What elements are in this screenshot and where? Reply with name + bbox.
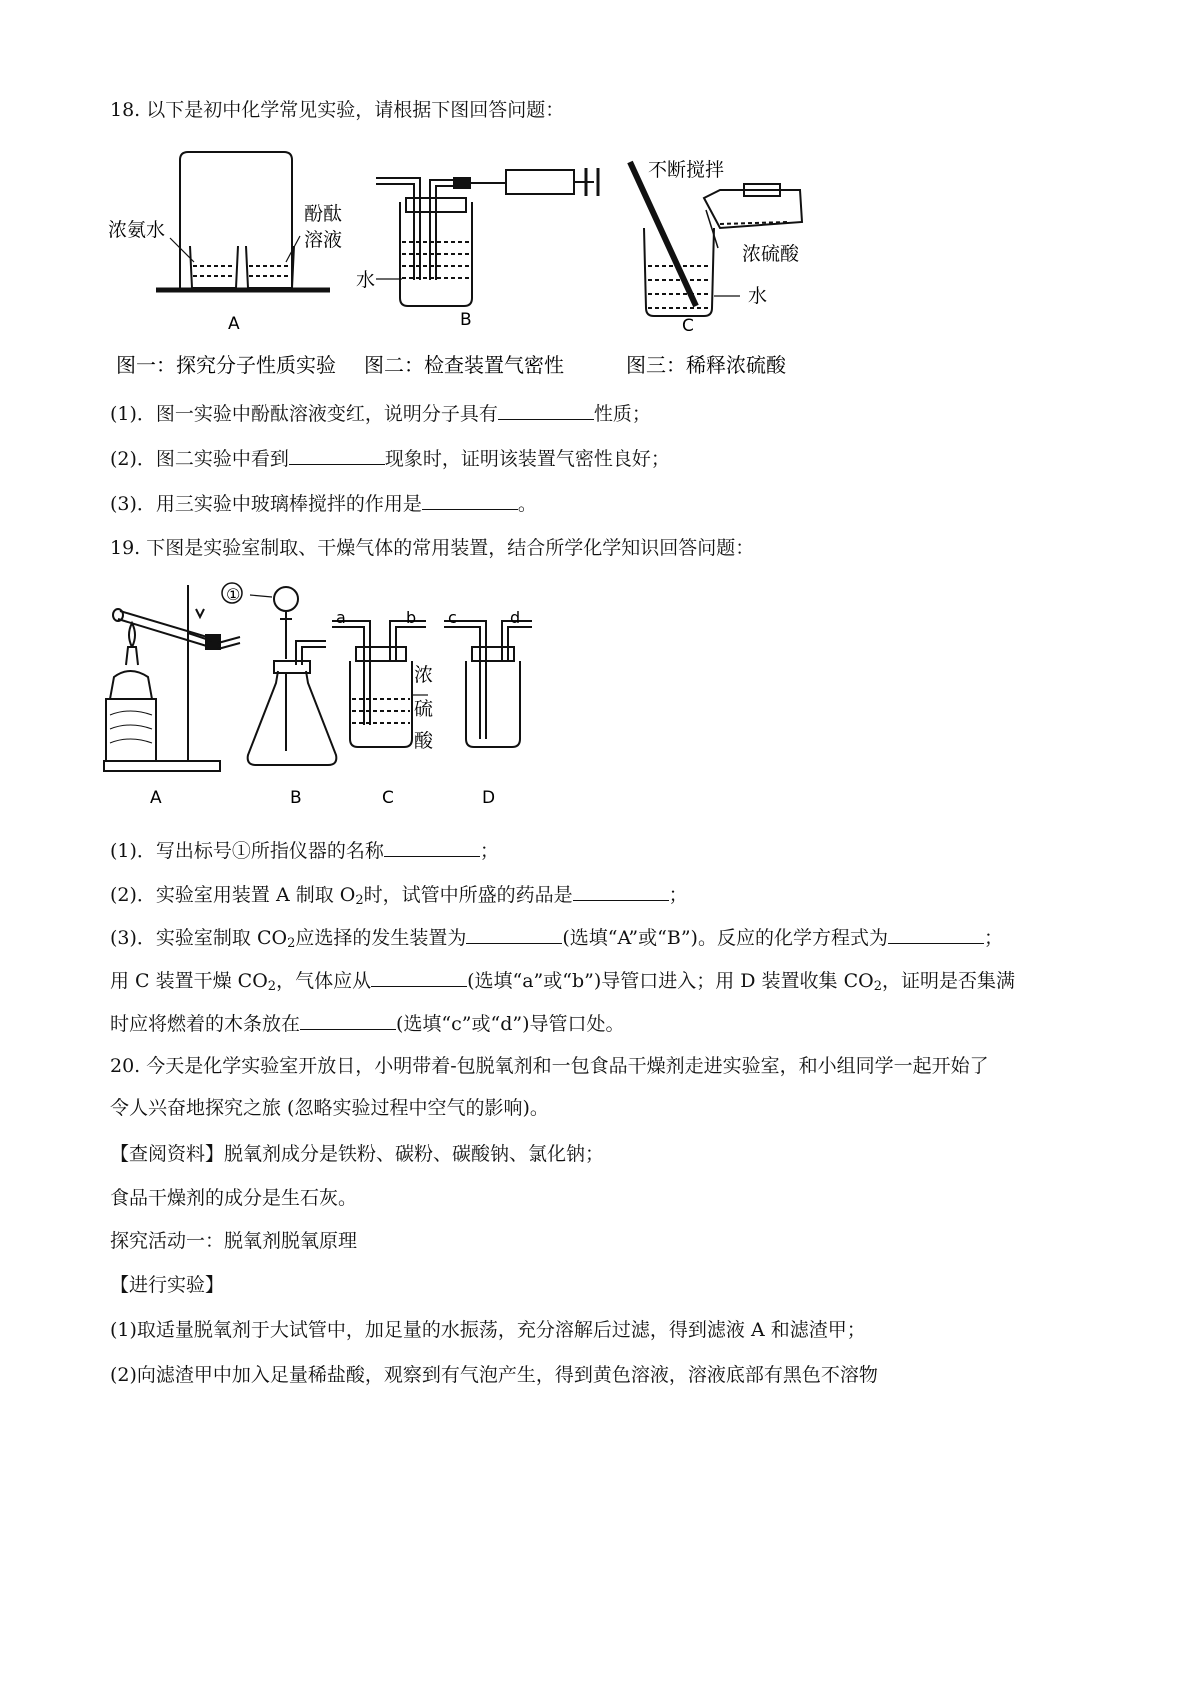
q18-figure (100, 138, 830, 383)
caption-fig3: 图三：稀释浓硫酸 (626, 353, 786, 377)
q18-sub2 (110, 446, 670, 471)
q19-sub3-line2-mid: ，气体应从 (276, 970, 372, 992)
q19-sub1-text: (1)．写出标号①所指仪器的名称 (110, 840, 384, 862)
answer-blank[interactable] (289, 446, 385, 465)
q20-step2: (2)向滤渣甲中加入足量稀盐酸，观察到有气泡产生，得到黄色溶液，溶液底部有黑色不溶物 (110, 1364, 878, 1386)
label-phenol-1: 酚酞 (304, 203, 343, 225)
label-acid-1: 浓 (414, 664, 434, 686)
label-water-c: 水 (748, 285, 768, 307)
label-acid-3: 酸 (414, 730, 434, 752)
figure-b-conical-flask (248, 587, 337, 765)
q18-stem: 18. 以下是初中化学常见实验，请根据下图回答问题： (110, 99, 565, 121)
caption-fig1: 图一：探究分子性质实验 (116, 353, 336, 377)
label-port-c: c (448, 608, 457, 627)
label-water-b: 水 (356, 269, 376, 291)
q20-line1: 20. 今天是化学实验室开放日，小明带着-包脱氧剂和一包食品干燥剂走进实验室，和小组同学一起开始了 (110, 1055, 989, 1077)
q18-sub2-tail: 现象时，证明该装置气密性良好； (384, 448, 670, 470)
label-d: D (482, 788, 496, 808)
q19-sub1 (110, 838, 499, 863)
q19-sub3-line2 (110, 968, 1015, 993)
label-acid: 浓硫酸 (742, 243, 800, 265)
q19-sub3-tail: ； (983, 927, 1003, 949)
q19-sub3-text: (3)．实验室制取 CO (110, 927, 288, 949)
q19-sub2-tail: ； (668, 884, 688, 906)
q19-sub3-line3-tail: (选填“c”或“d”)导管口处。 (396, 1013, 625, 1035)
q20-line2: 令人兴奋地探究之旅 (忽略实验过程中空气的影响)。 (110, 1097, 549, 1119)
label-stir: 不断搅拌 (648, 159, 725, 181)
q18-sub3-tail: 。 (517, 493, 537, 515)
label-a: A (228, 314, 240, 334)
q19-sub3-line3-text: 时应将燃着的木条放在 (110, 1013, 301, 1035)
label-phenol-2: 溶液 (304, 229, 343, 251)
q19-sub3 (110, 925, 1003, 950)
q19-sub3-mid2: (选填“A”或“B”)。反应的化学方程式为 (562, 927, 888, 949)
answer-blank[interactable] (384, 838, 480, 857)
answer-blank[interactable] (300, 1011, 396, 1030)
q19-sub3-line3 (110, 1011, 625, 1036)
label-port-d: d (510, 608, 521, 627)
label-c: C (682, 316, 694, 336)
q19-sub2-text: (2)．实验室用装置 A 制取 O (110, 884, 356, 906)
q20-info1: 【查阅资料】脱氧剂成分是铁粉、碳粉、碳酸钠、氯化钠； (110, 1143, 605, 1165)
q18-sub3-text: (3)．用三实验中玻璃棒搅拌的作用是 (110, 493, 422, 515)
q18-sub2-text: (2)．图二实验中看到 (110, 448, 289, 470)
marker-1: ① (226, 585, 241, 604)
q18-sub3 (110, 491, 537, 516)
q19-figure (100, 575, 560, 815)
caption-fig2: 图二：检查装置气密性 (364, 353, 564, 377)
answer-blank[interactable] (573, 882, 669, 901)
figure-a-heating (104, 585, 240, 771)
subscript: 2 (873, 979, 882, 994)
q18-sub1 (110, 401, 651, 426)
q19-sub2-mid: 时，试管中所盛的药品是 (363, 884, 573, 906)
q19-sub3-line2-tail: ，证明是否集满 (882, 970, 1016, 992)
label-port-b: b (406, 608, 417, 627)
q20-experiment: 【进行实验】 (110, 1274, 225, 1296)
subscript: 2 (267, 979, 277, 994)
q20-activity: 探究活动一：脱氧剂脱氧原理 (110, 1230, 358, 1252)
label-b: B (290, 788, 302, 808)
subscript: 2 (355, 893, 364, 908)
q19-sub3-mid: 应选择的发生装置为 (295, 927, 467, 949)
figure-c-dilution (630, 162, 802, 316)
answer-blank[interactable] (371, 968, 467, 987)
figure-d-collecting-bottle (444, 621, 532, 747)
label-port-a: a (336, 608, 346, 627)
q19-sub3-line2-text: 用 C 装置干燥 CO (110, 970, 268, 992)
q20-info2: 食品干燥剂的成分是生石灰。 (110, 1187, 358, 1209)
q18-sub1-text: (1)．图一实验中酚酞溶液变红，说明分子具有 (110, 403, 498, 425)
q19-stem: 19. 下图是实验室制取、干燥气体的常用装置，结合所学化学知识回答问题： (110, 537, 755, 559)
q19-sub1-tail: ； (479, 840, 499, 862)
subscript: 2 (287, 936, 296, 951)
figure-b-bottle-syringe (376, 168, 598, 306)
q19-sub2 (110, 882, 688, 907)
answer-blank[interactable] (888, 925, 984, 944)
answer-blank[interactable] (422, 491, 518, 510)
q18-sub1-tail: 性质； (593, 403, 651, 425)
label-b: B (460, 310, 472, 330)
label-c: C (382, 788, 394, 808)
label-acid-2: 硫 (414, 698, 434, 720)
q20-step1: (1)取适量脱氧剂于大试管中，加足量的水振荡，充分溶解后过滤，得到滤液 A 和滤渣甲； (110, 1319, 866, 1341)
label-ammonia: 浓氨水 (108, 219, 166, 241)
answer-blank[interactable] (498, 401, 594, 420)
q19-sub3-line2-mid2: (选填“a”或“b”)导管口进入；用 D 装置收集 CO (467, 970, 874, 992)
answer-blank[interactable] (466, 925, 562, 944)
label-a: A (150, 788, 162, 808)
